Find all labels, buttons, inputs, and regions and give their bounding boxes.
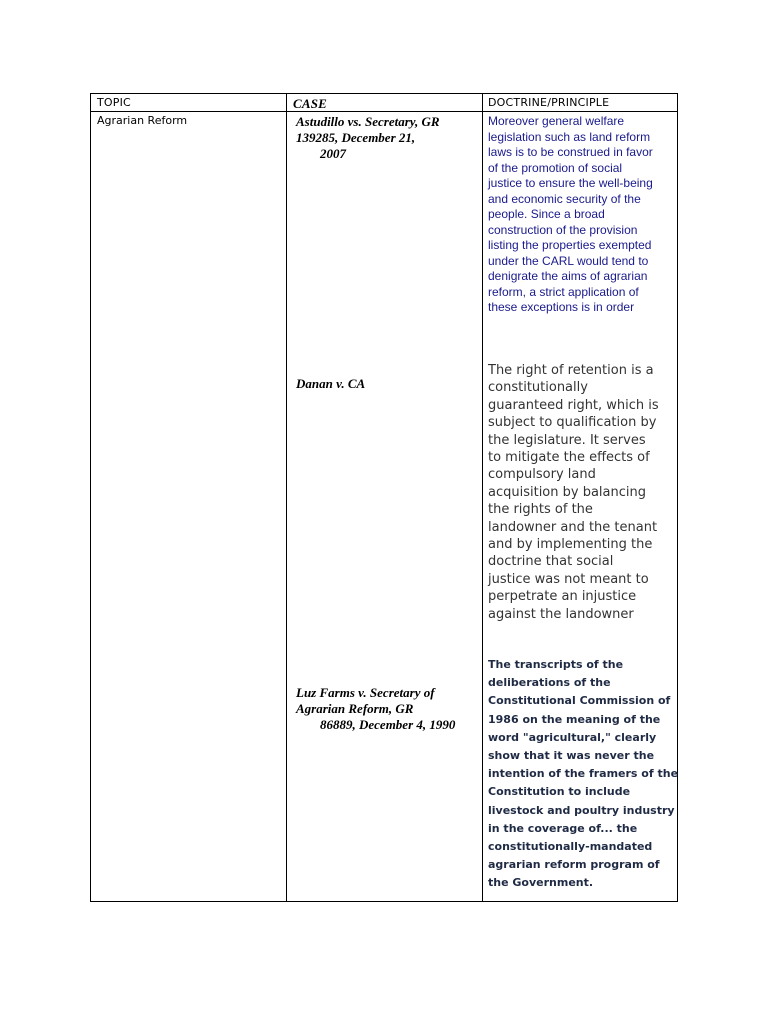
doctrine-line: under the CARL would tend to [488,253,649,268]
doctrine-line: doctrine that social [488,554,614,570]
doctrine-line: justice was not meant to [488,571,649,587]
doctrine-line: subject to qualification by [488,415,657,431]
header-case: CASE [293,96,328,111]
case-line: 139285, December 21, [296,130,416,145]
doctrine-line: Constitution to include [488,785,631,799]
doctrine-cell-luz-farms [488,656,678,893]
doctrine-line: compulsory land [488,467,596,483]
case-line: Luz Farms v. Secretary of [296,685,435,700]
doctrine-line: the legislature. It serves [488,432,646,448]
doctrine-line: agrarian reform program of [488,858,660,872]
doctrine-line: and by implementing the [488,537,653,553]
doctrine-line: laws is to be construed in favor [488,145,653,159]
doctrine-line: guaranteed right, which is [488,397,659,413]
doctrine-line: Moreover general welfare [488,114,625,128]
doctrine-line: deliberations of the [488,676,611,690]
doctrine-line: against the landowner [488,606,634,622]
doctrine-line: reform, a strict application of [488,284,639,299]
case-cell-luz-farms [296,685,476,733]
doctrine-line: people. Since a broad [488,207,605,221]
doctrine-line: landowner and the tenant [488,519,658,535]
doctrine-line: Constitutional Commission of [488,694,671,708]
doctrine-line: constitutionally [488,380,588,396]
case-cell-astudillo [296,114,476,162]
doctrine-line: The right of retention is a [488,363,654,378]
doctrine-line: 1986 on the meaning of the [488,712,661,726]
doctrine-line: justice to ensure the well-being [488,176,653,190]
case-line: Danan v. CA [296,376,366,391]
doctrine-cell-danan [488,362,678,623]
doctrine-line: and economic security of the [488,191,641,206]
topic-cell: Agrarian Reform [97,114,188,127]
column-divider [482,94,483,901]
doctrine-line: these exceptions is in order [488,300,635,314]
case-line: 86889, December 4, 1990 [320,717,456,732]
doctrine-line: word "agricultural," clearly [488,730,657,744]
doctrine-line: The transcripts of the [488,658,624,671]
doctrine-line: listing the properties exempted [488,238,652,252]
doctrine-line: to mitigate the effects of [488,450,650,466]
doctrine-line: the rights of the [488,502,593,518]
doctrine-line: acquisition by balancing [488,484,646,500]
case-cell-danan [296,376,476,392]
header-topic: TOPIC [97,96,131,109]
doctrine-line: show that it was never the [488,749,655,763]
case-line: Agrarian Reform, GR [296,701,414,716]
header-doctrine: DOCTRINE/PRINCIPLE [488,96,610,109]
column-divider [286,94,287,901]
case-digest-table [90,93,678,902]
doctrine-line: legislation such as land reform [488,129,651,144]
doctrine-line: of the promotion of social [488,160,623,175]
doctrine-line: livestock and poultry industry [488,803,675,817]
doctrine-line: intention of the framers of the [488,767,679,781]
doctrine-line: in the coverage of... the [488,821,638,835]
doctrine-line: denigrate the aims of agrarian [488,269,648,283]
doctrine-line: constitutionally-mandated [488,840,653,854]
doctrine-cell-astudillo [488,114,678,316]
doctrine-line: construction of the provision [488,222,638,237]
case-line: 2007 [320,146,346,161]
doctrine-line: perpetrate an injustice [488,589,637,605]
doctrine-line: the Government. [488,876,594,890]
case-line: Astudillo vs. Secretary, GR [296,114,440,129]
